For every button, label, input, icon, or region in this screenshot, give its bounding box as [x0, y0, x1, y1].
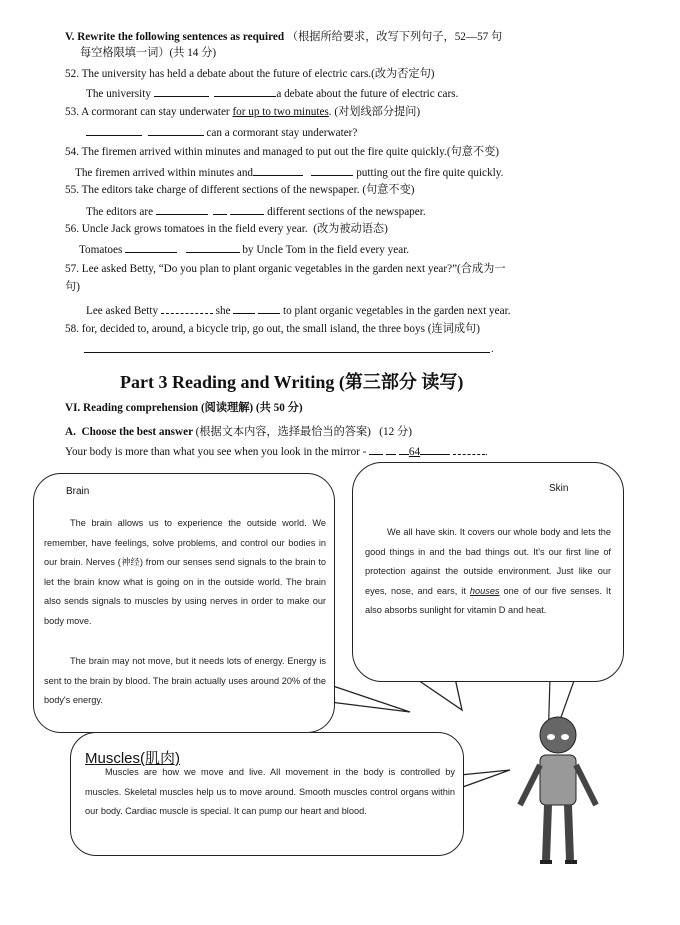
q55-prompt: 55. The editors take charge of different sections of the newspaper. (句意不变) [65, 184, 415, 196]
q52-prompt: 52. The university has held a debate about the future of electric cars.(改为否定句) [65, 68, 435, 80]
brain-paragraph-1: The brain allows us to experience the outside world. We remember, have feelings, solve problems, and control our bodies in our brain. Nerves (神经) from our senses send signals to the brain to let the brain know what is going on in the outside world. The brain also sends signals to muscles by using nerves in order to make our body move. [44, 518, 326, 626]
section-vi-heading: VI. Reading comprehension (阅读理解) (共 50 分) [65, 402, 303, 414]
skin-bubble [352, 462, 624, 682]
section-v-heading-cont: 每空格限填一词）(共 14 分) [80, 47, 217, 59]
skin-paragraph: We all have skin. It covers our whole body and lets the good things in and the bad things out. It's our first line of protection against the outside environment. Just like our eyes, nose, and ears, it houses one of our five senses. It also absorbs sunlight for vitamin D and heat. [365, 527, 611, 615]
brain-title: Brain [66, 486, 90, 497]
muscles-title: Muscles(肌肉) [85, 750, 181, 767]
intro-line: Your body is more than what you see when you look in the mirror - 64 . [65, 446, 488, 458]
question-number-64: 64 [408, 446, 421, 458]
q57-prompt: 57. Lee asked Betty, “Do you plan to plant organic vegetables in the garden next year?”(合成为一 [65, 263, 506, 275]
section-a-heading: A. Choose the best answer (根据文本内容，选择最恰当的答案) (12 分) [65, 426, 412, 438]
q57-prompt-cont: 句) [65, 281, 80, 293]
muscles-bubble [70, 732, 464, 856]
section-v-heading: V. Rewrite the following sentences as required （根据所给要求，改写下列句子，52—57 句 [65, 31, 503, 43]
human-figure-icon [520, 717, 596, 862]
brain-paragraph-2: The brain may not move, but it needs lots of energy. Energy is sent to the brain by blood. The brain actually uses around 20% of the body's energy. [44, 656, 326, 705]
part3-title: Part 3 Reading and Writing (第三部分 读写) [120, 372, 464, 392]
skin-title: Skin [549, 483, 569, 494]
q54-answer-line: The firemen arrived within minutes and putting out the fire quite quickly. [75, 167, 504, 179]
q54-prompt: 54. The firemen arrived within minutes and managed to put out the fire quite quickly.(句意不变) [65, 146, 500, 158]
q57-answer-line: Lee asked Betty she to plant organic vegetables in the garden next year. [86, 305, 511, 317]
q58-period: . [491, 343, 494, 355]
q58-prompt: 58. for, decided to, around, a bicycle trip, go out, the small island, the three boys (连词成句) [65, 323, 480, 335]
q55-answer-line: The editors are different sections of the newspaper. [86, 206, 426, 218]
q53-prompt: 53. A cormorant can stay underwater for up to two minutes. (对划线部分提问) [65, 106, 421, 118]
q52-answer-line: The university a debate about the future of electric cars. [86, 88, 459, 100]
q53-answer-line: can a cormorant stay underwater? [86, 125, 357, 140]
q56-answer-line: Tomatoes by Uncle Tom in the field every year. [79, 244, 410, 256]
skin-emphasis-word: houses [469, 585, 500, 596]
brain-bubble [33, 473, 335, 733]
q56-prompt: 56. Uncle Jack grows tomatoes in the field every year. (改为被动语态) [65, 223, 388, 235]
muscles-paragraph: Muscles are how we move and live. All movement in the body is controlled by muscles. Skeletal muscles help us to move around. Smooth muscles control organs within our body. Cardiac muscle is special. It can pump our heart and blood. [85, 767, 455, 816]
